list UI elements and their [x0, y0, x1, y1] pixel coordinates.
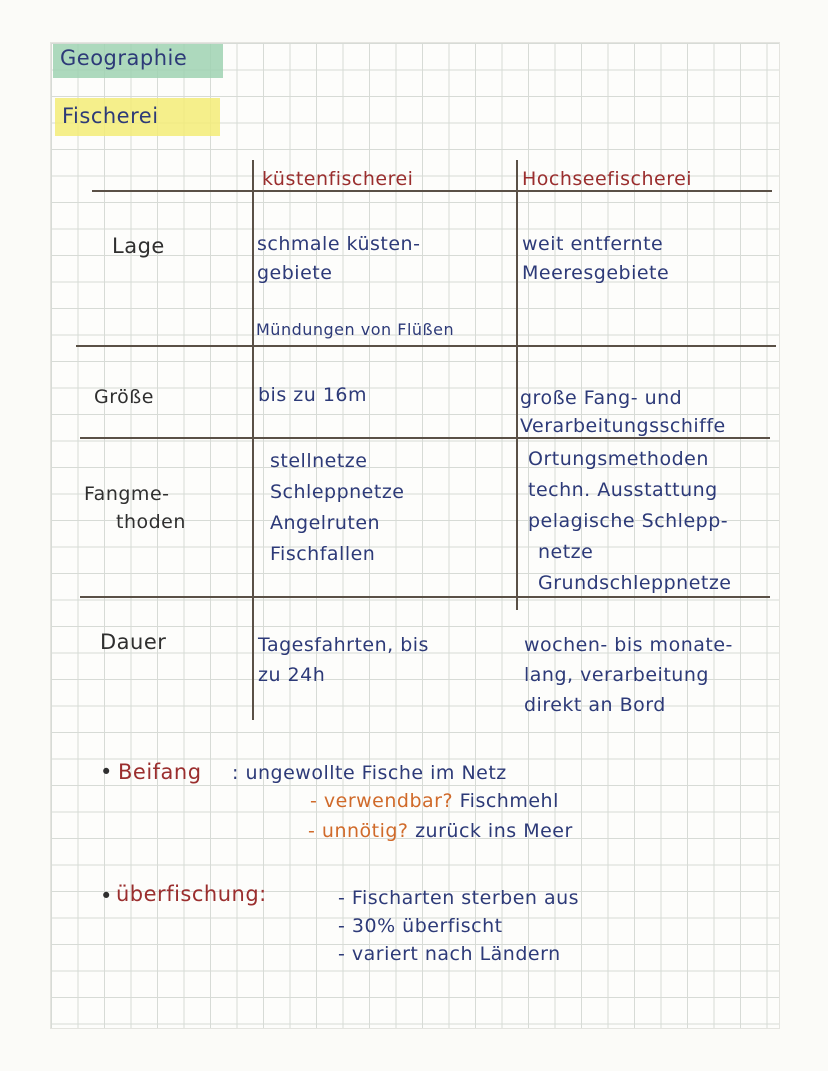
note-answer: Fischmehl: [459, 790, 559, 812]
cell-line: direkt an Bord: [524, 694, 666, 716]
subject-title: Geographie: [60, 46, 188, 70]
row-label-line: thoden: [116, 511, 186, 533]
cell-line: wochen- bis monate-: [524, 634, 733, 656]
cell-line: techn. Ausstattung: [528, 479, 718, 501]
cell-fangmethoden-hochsee: [528, 444, 732, 599]
cell-line: Angelruten: [270, 512, 381, 534]
cell-dauer-hochsee: [524, 630, 733, 720]
table-row-rule-1: [76, 345, 776, 347]
cell-line: Fischfallen: [270, 543, 376, 565]
cell-lage-kuesten-extra: Mündungen von Flüßen: [256, 320, 455, 339]
note-ueberfischung-points: [338, 884, 579, 968]
note-beifang-term: Beifang: [118, 760, 202, 784]
note-question: - verwendbar?: [310, 790, 454, 812]
table-divider-2: [516, 160, 518, 610]
row-label-lage: Lage: [112, 234, 165, 258]
note-ueberfischung-term: überfischung:: [116, 882, 267, 906]
table-header-rule: [92, 190, 772, 192]
note-point: - Fischarten sterben aus: [338, 887, 580, 909]
cell-line: weit entfernte: [522, 233, 664, 255]
cell-line: zu 24h: [258, 664, 326, 686]
bullet-icon: •: [100, 884, 113, 908]
cell-dauer-kuesten: [258, 630, 429, 690]
note-answer: zurück ins Meer: [415, 820, 573, 842]
cell-fangmethoden-kuesten: [270, 446, 404, 570]
cell-line: große Fang- und: [520, 387, 683, 409]
cell-line: Grundschleppnetze: [538, 572, 732, 594]
cell-line: Ortungsmethoden: [528, 448, 709, 470]
note-beifang-point-2: [308, 820, 573, 842]
topic-title: Fischerei: [62, 104, 159, 128]
note-beifang-definition: : ungewollte Fische im Netz: [232, 762, 507, 784]
cell-line: netze: [538, 541, 594, 563]
cell-groesse-hochsee: [520, 384, 726, 440]
note-question: - unnötig?: [308, 820, 409, 842]
cell-line: Tagesfahrten, bis: [258, 634, 429, 656]
row-label-dauer: Dauer: [100, 630, 167, 654]
cell-line: Verarbeitungsschiffe: [520, 415, 726, 437]
table-divider-1: [252, 160, 254, 720]
cell-line: Schleppnetze: [270, 481, 405, 503]
cell-line: stellnetze: [270, 450, 368, 472]
cell-line: lang, verarbeitung: [524, 664, 709, 686]
note-beifang-point-1: [310, 790, 559, 812]
cell-line: pelagische Schlepp-: [528, 510, 729, 532]
cell-line: schmale küsten-: [257, 233, 421, 255]
note-point: - 30% überfischt: [338, 915, 503, 937]
column-header-kuesten: küstenfischerei: [262, 168, 414, 190]
cell-lage-hochsee: [522, 230, 669, 288]
cell-lage-kuesten: [257, 230, 420, 288]
bullet-icon: •: [100, 760, 113, 784]
note-point: - variert nach Ländern: [338, 943, 561, 965]
cell-line: gebiete: [257, 262, 333, 284]
cell-groesse-kuesten: bis zu 16m: [258, 384, 368, 406]
cell-line: Meeresgebiete: [522, 262, 670, 284]
row-label-groesse: Größe: [94, 386, 154, 408]
column-header-hochsee: Hochseefischerei: [522, 168, 693, 190]
row-label-line: Fangme-: [84, 483, 170, 505]
row-label-fangmethoden: [84, 480, 186, 536]
